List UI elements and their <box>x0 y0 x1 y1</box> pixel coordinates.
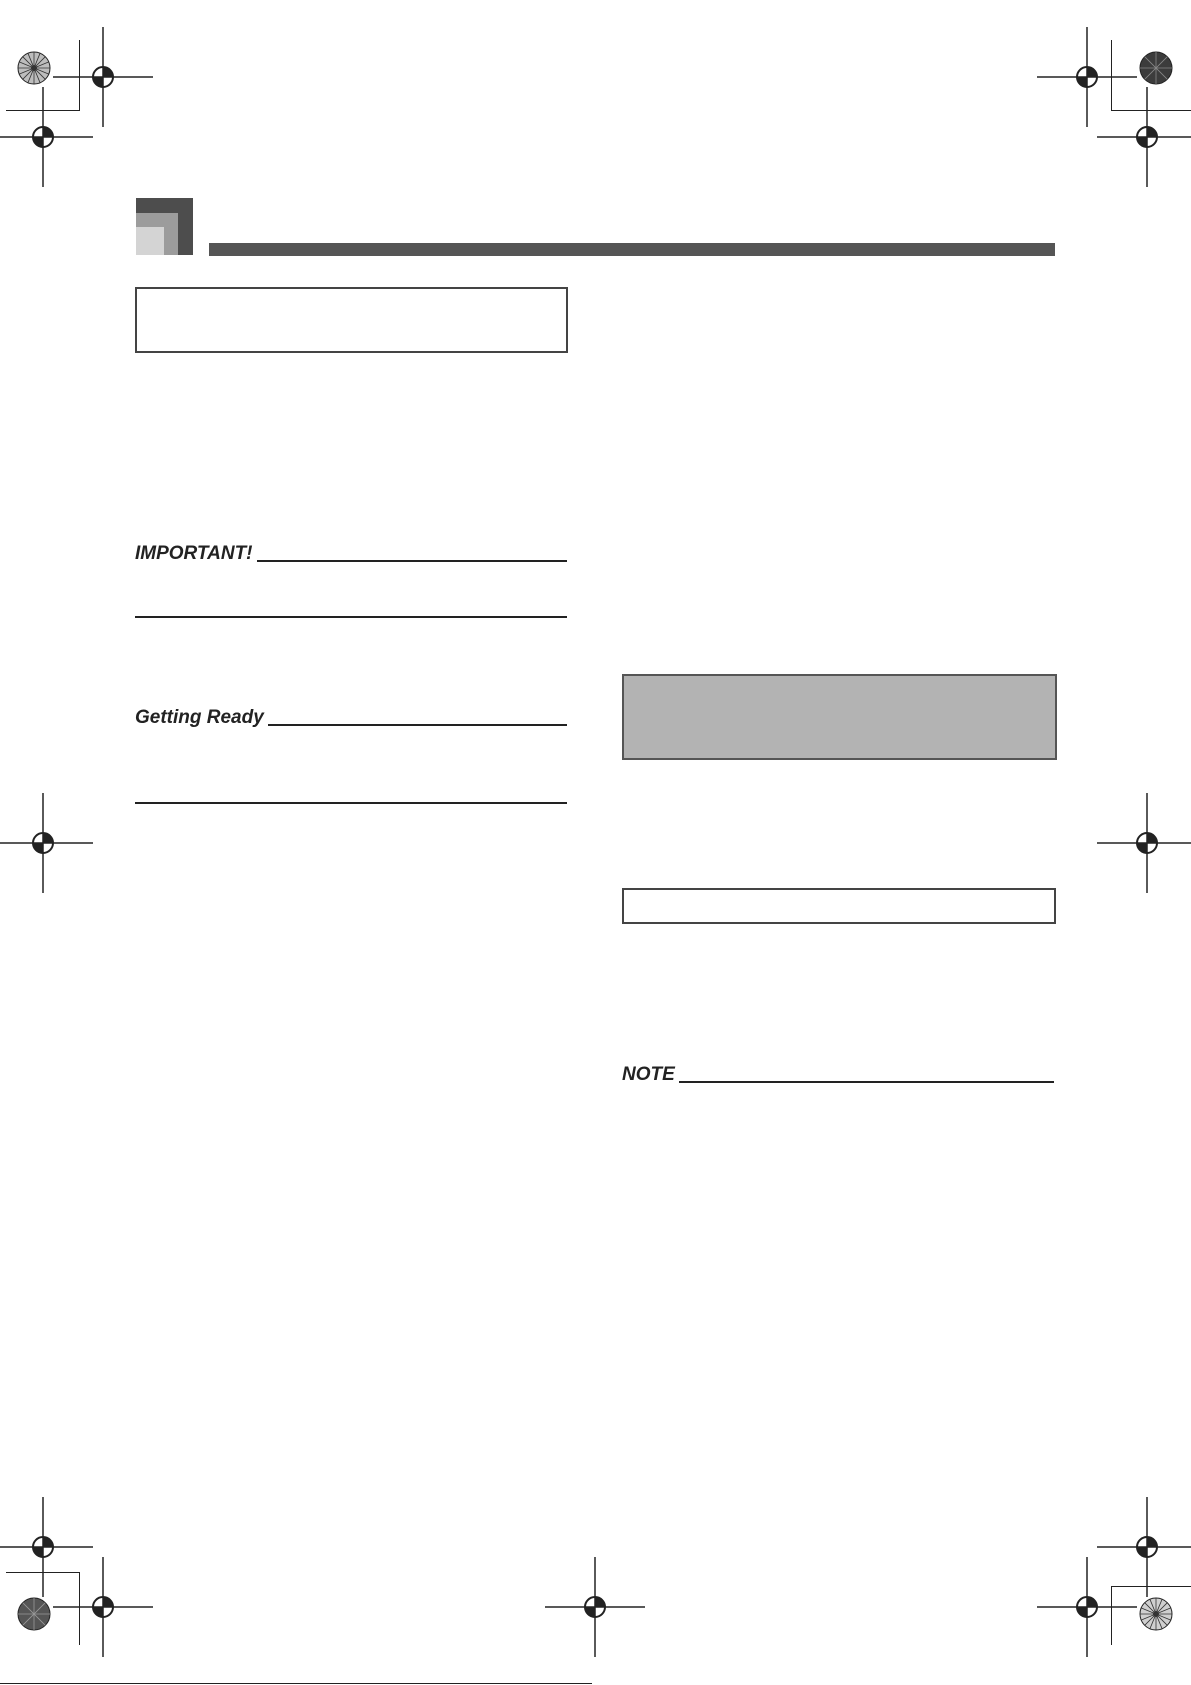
getting-ready-heading-label: Getting Ready <box>135 707 264 728</box>
important-heading-label: IMPORTANT! <box>135 543 253 564</box>
section-title-box <box>135 287 568 353</box>
registration-mark-mid-right <box>1097 793 1191 893</box>
crop-line-bottom-left-h <box>6 1572 79 1573</box>
calibration-disc-top-left <box>17 51 51 85</box>
important-end-rule <box>135 616 567 618</box>
header-square-light <box>136 227 164 255</box>
title-bar-rule <box>209 243 1055 256</box>
crosshair-target-icon <box>0 793 93 893</box>
shaded-info-box <box>622 674 1057 760</box>
crop-line-top-left-v <box>79 40 80 111</box>
calibration-disc-bottom-left <box>17 1597 51 1631</box>
crosshair-target-icon <box>545 1557 645 1657</box>
radial-disc-icon <box>1139 1597 1173 1631</box>
getting-ready-end-rule <box>135 802 567 804</box>
important-heading <box>135 541 567 565</box>
registration-mark-mid-left <box>0 793 93 893</box>
important-heading-rule <box>257 560 567 562</box>
calibration-disc-bottom-right <box>1139 1597 1173 1631</box>
subsection-title-box <box>622 888 1056 924</box>
crop-line-top-right-v <box>1111 40 1112 111</box>
crop-line-top-left-h <box>6 110 79 111</box>
crosshair-target-icon <box>1097 1497 1191 1597</box>
radial-disc-icon <box>1139 51 1173 85</box>
calibration-disc-top-right <box>1139 51 1173 85</box>
registration-mark-bottom-right-upper <box>1097 1497 1191 1597</box>
crop-line-bottom-left-v <box>79 1572 80 1645</box>
crosshair-target-icon <box>1097 793 1191 893</box>
note-heading-rule <box>679 1081 1054 1083</box>
crop-line-bottom-right-v <box>1111 1586 1112 1645</box>
getting-ready-heading-rule <box>268 724 567 726</box>
crop-line-top-right-h <box>1111 110 1191 111</box>
page-bottom-edge <box>0 1683 592 1684</box>
getting-ready-heading <box>135 705 567 729</box>
crop-line-bottom-right-h <box>1111 1586 1191 1587</box>
note-heading <box>622 1062 1054 1086</box>
note-heading-label: NOTE <box>622 1064 675 1085</box>
radial-disc-icon <box>17 1597 51 1631</box>
registration-mark-bottom-center <box>545 1557 645 1657</box>
radial-disc-icon <box>17 51 51 85</box>
